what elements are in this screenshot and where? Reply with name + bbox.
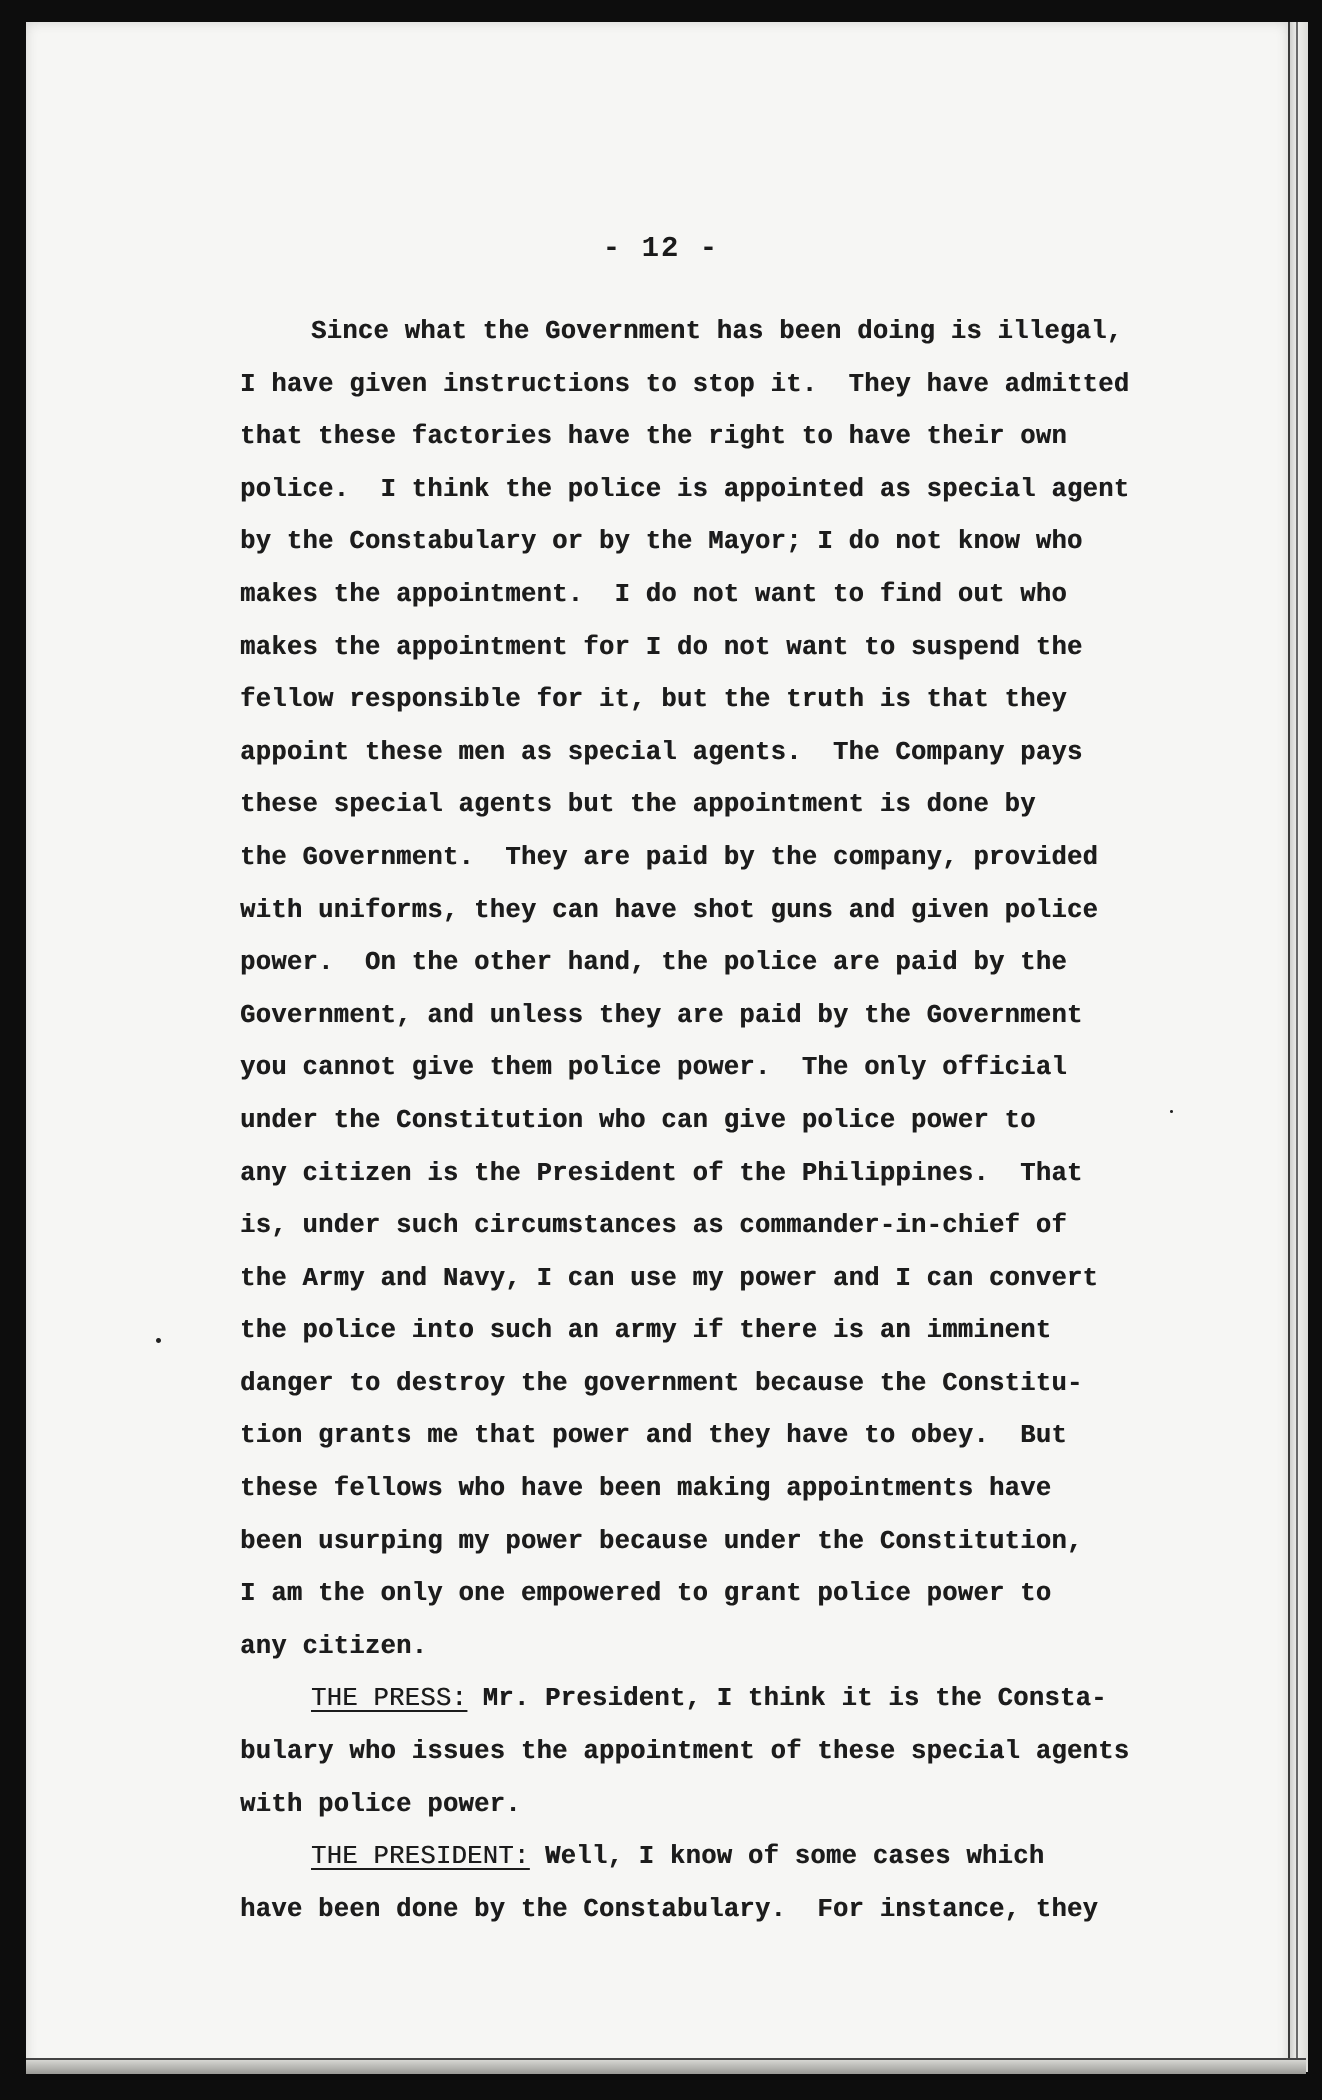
text-line: makes the appointment for I do not want to suspend the [240,632,1083,662]
text-line: danger to destroy the government because the Constitu- [240,1368,1083,1398]
dialogue-text: Well, I know of some cases which [529,1842,1045,1872]
text-line: under the Constitution who can give police power to [240,1105,1036,1135]
text-line: power. On the other hand, the police are paid by the [240,948,1067,978]
text-line: have been done by the Constabulary. For instance, they [240,1894,1099,1924]
text-line: been usurping my power because under the Constitution, [240,1526,1083,1556]
document-body [240,306,1170,1936]
text-line: these special agents but the appointment is done by [240,790,1036,820]
text-line: these fellows who have been making appointments have [240,1474,1052,1504]
page-number: - 12 - [602,232,720,265]
dialogue-line [240,1831,1170,1884]
text-line: tion grants me that power and they have to obey. But [240,1421,1067,1451]
text-line: any citizen is the President of the Philippines. That [240,1158,1083,1188]
text-line: police. I think the police is appointed as special agent [240,474,1130,504]
speaker-label: THE PRESS: [311,1684,468,1714]
text-line: with uniforms, they can have shot guns and given police [240,895,1099,925]
text-line: with police power. [240,1789,521,1819]
text-line: is, under such circumstances as commander-in-chief of [240,1211,1067,1241]
ink-speck [156,1338,161,1343]
text-line: any citizen. [240,1631,428,1661]
text-line: bulary who issues the appointment of these special agents [240,1737,1130,1767]
text-line: appoint these men as special agents. The Company pays [240,737,1083,767]
text-line: fellow responsible for it, but the truth is that they [240,685,1067,715]
speaker-label: THE PRESIDENT: [311,1842,530,1872]
dialogue-line [240,1673,1170,1726]
text-line: Since what the Government has been doing is illegal, [311,317,1123,346]
text-line: that these factories have the right to have their own [240,422,1067,452]
text-line: makes the appointment. I do not want to find out who [240,579,1067,609]
text-line: by the Constabulary or by the Mayor; I do not know who [240,527,1083,557]
text-line: Government, and unless they are paid by the Government [240,1000,1083,1030]
page-bottom-edge [26,2058,1306,2074]
text-line: the Army and Navy, I can use my power and I can convert [240,1263,1099,1293]
page-edge [1288,22,1308,2072]
ink-speck [1170,1110,1173,1113]
dialogue-text: Mr. President, I think it is the Consta- [467,1684,1107,1714]
text-line: I have given instructions to stop it. They have admitted [240,369,1130,399]
text-line: the Government. They are paid by the company, provided [240,842,1099,872]
text-line: you cannot give them police power. The only official [240,1053,1067,1083]
text-line: the police into such an army if there is an imminent [240,1316,1052,1346]
text-line: I am the only one empowered to grant police power to [240,1579,1052,1609]
